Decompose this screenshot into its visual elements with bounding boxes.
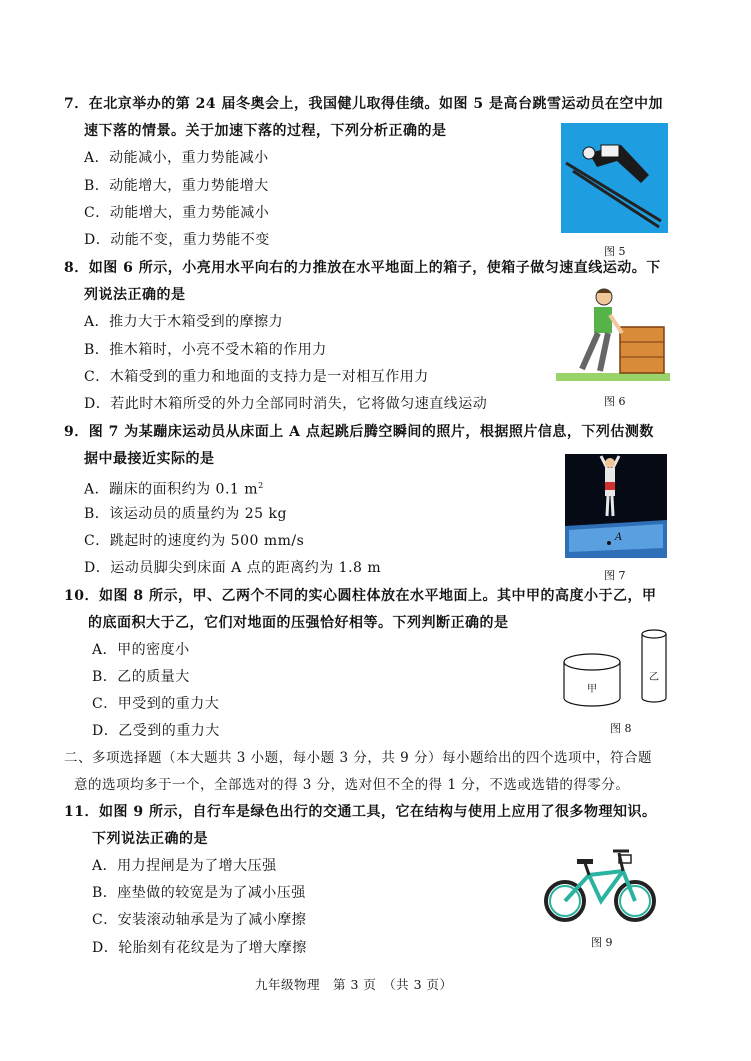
q7-option-c: C．动能增大，重力势能减小	[84, 205, 270, 221]
q11-option-c: C．安装滚动轴承是为了减小摩擦	[92, 912, 307, 928]
q9-stem-line2: 据中最接近实际的是	[84, 451, 215, 467]
figure-8-cylinders	[560, 626, 672, 708]
q10-option-b: B．乙的质量大	[92, 669, 190, 685]
figure-5-ski-jumper	[561, 123, 668, 233]
q7-stem-line2: 速下落的情景。关于加速下落的过程，下列分析正确的是	[84, 123, 447, 139]
figure-8-label-yi: 乙	[649, 672, 659, 683]
q11-stem-line1: 11．如图 9 所示，自行车是绿色出行的交通工具，它在结构与使用上应用了很多物理知识。	[64, 804, 657, 820]
q10-option-a: A．甲的密度小	[92, 642, 190, 658]
q11-option-b: B．座垫做的较宽是为了减小压强	[92, 885, 306, 901]
q8-stem-line2: 列说法正确的是	[84, 287, 186, 303]
q10-option-c: C．甲受到的重力大	[92, 696, 220, 712]
figure-7-caption: 图 7	[604, 569, 626, 582]
q10-option-d: D．乙受到的重力大	[92, 723, 220, 739]
q11-option-d: D．轮胎刻有花纹是为了增大摩擦	[92, 940, 307, 956]
q8-option-b: B．推木箱时，小亮不受木箱的作用力	[84, 342, 327, 358]
section-2-instructions-line2: 意的选项均多于一个，全部选对的得 3 分，选对但不全的得 1 分，不选或选错的得零分。	[74, 777, 630, 793]
q11-stem-line2: 下列说法正确的是	[92, 831, 208, 847]
q8-option-c: C．木箱受到的重力和地面的支持力是一对相互作用力	[84, 369, 429, 385]
q7-option-d: D．动能不变，重力势能不变	[84, 232, 270, 248]
q9-option-a-text: A．蹦床的面积约为 0.1 m	[84, 481, 259, 498]
q10-stem-line2: 的底面积大于乙，它们对地面的压强恰好相等。下列判断正确的是	[88, 615, 509, 631]
q9-option-a	[84, 476, 264, 500]
q10-stem-line1: 10．如图 8 所示，甲、乙两个不同的实心圆柱体放在水平地面上。其中甲的高度小于乙，甲	[64, 588, 657, 604]
figure-7-point-a-label: A	[615, 532, 623, 543]
figure-7-trampoline-photo	[565, 454, 667, 558]
q11-option-a: A．用力捏闸是为了增大压强	[92, 858, 277, 874]
q8-option-a: A．推力大于木箱受到的摩擦力	[84, 314, 284, 330]
q9-option-d: D．运动员脚尖到床面 A 点的距离约为 1.8 m	[84, 560, 382, 576]
figure-8-label-jia: 甲	[587, 684, 597, 695]
q8-stem-line1: 8．如图 6 所示，小亮用水平向右的力推放在水平地面上的箱子，使箱子做匀速直线运动。下	[64, 260, 661, 276]
q9-option-a-superscript: 2	[258, 481, 264, 490]
figure-5-caption: 图 5	[604, 245, 626, 258]
figure-9-caption: 图 9	[591, 936, 613, 949]
q9-stem-line1: 9．图 7 为某蹦床运动员从床面上 A 点起跳后腾空瞬间的照片，根据照片信息，下列估测数	[64, 424, 654, 440]
page-footer: 九年级物理 第 3 页 （共 3 页）	[255, 977, 453, 992]
figure-8-caption: 图 8	[610, 722, 632, 735]
q9-option-c: C．跳起时的速度约为 500 mm/s	[84, 533, 305, 549]
q9-option-b: B．该运动员的质量约为 25 kg	[84, 506, 287, 522]
q7-option-a: A．动能减小，重力势能减小	[84, 150, 269, 166]
section-2-instructions-line1: 二、多项选择题（本大题共 3 小题，每小题 3 分，共 9 分）每小题给出的四个选项中，符合题	[64, 750, 653, 766]
figure-6-boy-pushing-box	[556, 285, 670, 385]
figure-9-bicycle	[543, 843, 657, 925]
q8-option-d: D．若此时木箱所受的外力全部同时消失，它将做匀速直线运动	[84, 396, 488, 412]
figure-6-caption: 图 6	[604, 395, 626, 408]
q7-option-b: B．动能增大，重力势能增大	[84, 178, 269, 194]
q7-stem-line1: 7．在北京举办的第 24 届冬奥会上，我国健儿取得佳绩。如图 5 是高台跳雪运动员在空中加	[64, 96, 663, 112]
